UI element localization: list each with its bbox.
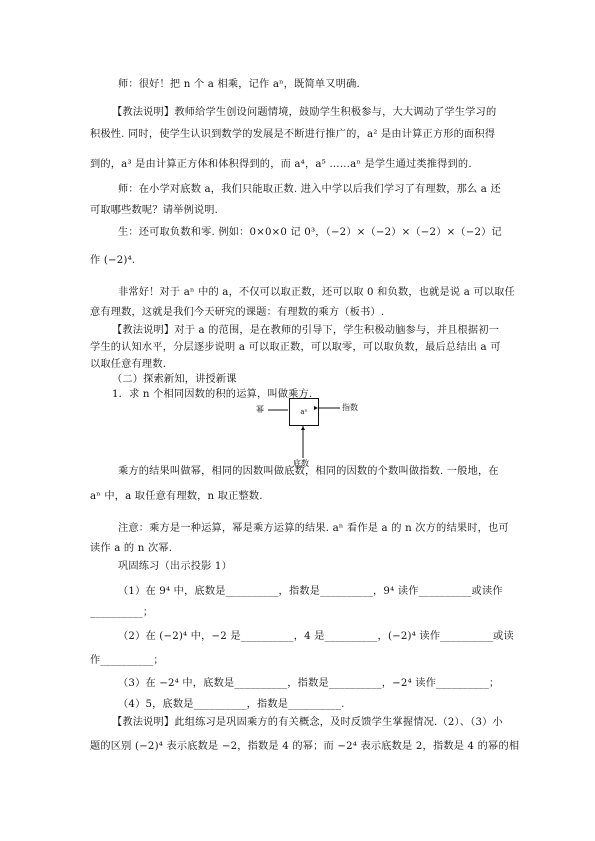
text-line: 师：很好！把 n 个 a 相乘，记作 aⁿ，既简单又明确. xyxy=(118,79,360,90)
text-line: 乘方的结果叫做幂，相同的因数叫做底数，相同的因数的个数叫做指数. 一般地，在 xyxy=(118,466,499,477)
exercise-item: （2）在 (−2)⁴ 中，−2 是__________，4 是__________，(−2)⁴ 读作__________或读 xyxy=(118,631,514,642)
power-box: aⁿ xyxy=(289,398,319,426)
text-line: 意有理数，这就是我们今天研究的课题：有理数的乘方（板书）. xyxy=(90,307,385,318)
text-line: 题的区别 (−2)⁴ 表示底数是 −2，指数是 4 的幂；而 −2⁴ 表示底数是 2，指数是 4 的幂的相 xyxy=(90,741,520,752)
base-label: 底数 xyxy=(293,459,309,468)
text-line: 学生的认知水平，分层逐步说明 a 可以取正数，可以取零，可以取负数，最后总结出 a 可 xyxy=(90,342,501,353)
power-diagram xyxy=(256,396,362,466)
exercise-item-cont: __________； xyxy=(90,607,154,618)
text-line: 【教法说明】教师给学生创设问题情境，鼓励学生积极参与，大大调动了学生学习的 xyxy=(112,107,497,118)
power-label: 幂 xyxy=(256,405,264,414)
text-line: 注意：乘方是一种运算，幂是乘方运算的结果. aⁿ 看作是 a 的 n 次方的结果时，也可 xyxy=(118,523,509,534)
exercise-item: （1）在 9⁴ 中，底数是__________，指数是__________，9⁴ 读作__________或读作 xyxy=(118,586,503,597)
text-line: 到的，a³ 是由计算正方体和体积得到的，而 a⁴，a⁵ ……aⁿ 是学生通过类推得到的. xyxy=(90,159,472,170)
section-heading: （二）探索新知，讲授新课 xyxy=(112,374,237,385)
text-line: 【教法说明】此组练习是巩固乘方的有关概念，及时反馈学生掌握情况.（2）、（3）小 xyxy=(112,717,503,728)
text-line: 作 (−2)⁴. xyxy=(90,255,136,266)
text-line: 可取哪些数呢？请举例说明. xyxy=(90,205,219,216)
text-line: 读作 a 的 n 次幂. xyxy=(90,543,173,554)
text-line: 生：还可取负数和零. 例如：0×0×0 记 0³，（−2）×（−2）×（−2）×（−2）记 xyxy=(118,227,502,238)
text-line: 【教法说明】对于 a 的范围，是在教师的引导下，学生积极动脑参与，并且根据初一 xyxy=(112,325,500,336)
text-line: 巩固练习（出示投影 1） xyxy=(118,561,232,572)
exercise-item: （3）在 −2⁴ 中，底数是__________，指数是__________，−2⁴ 读作__________； xyxy=(118,678,500,689)
exponent-label: 指数 xyxy=(342,403,358,412)
text-line: 以取任意有理数. xyxy=(90,359,167,370)
text-line: 1．求 n 个相同因数的积的运算，叫做乘方. xyxy=(112,389,313,400)
text-line: aⁿ 中，a 取任意有理数，n 取正整数. xyxy=(90,491,263,502)
exercise-item: （4）5，底数是__________，指数是__________. xyxy=(118,699,345,710)
exercise-item-cont: 作__________； xyxy=(90,655,164,666)
text-line: 积极性. 同时，使学生认识到数学的发展是不断进行推广的，a² 是由计算正方形的面积得 xyxy=(90,129,496,140)
text-line: 师：在小学对底数 a，我们只能取正数. 进入中学以后我们学习了有理数，那么 a 还 xyxy=(118,184,501,195)
text-line: 非常好！对于 aⁿ 中的 a，不仅可以取正数，还可以取 0 和负数，也就是说 a 可以取任 xyxy=(118,287,515,298)
